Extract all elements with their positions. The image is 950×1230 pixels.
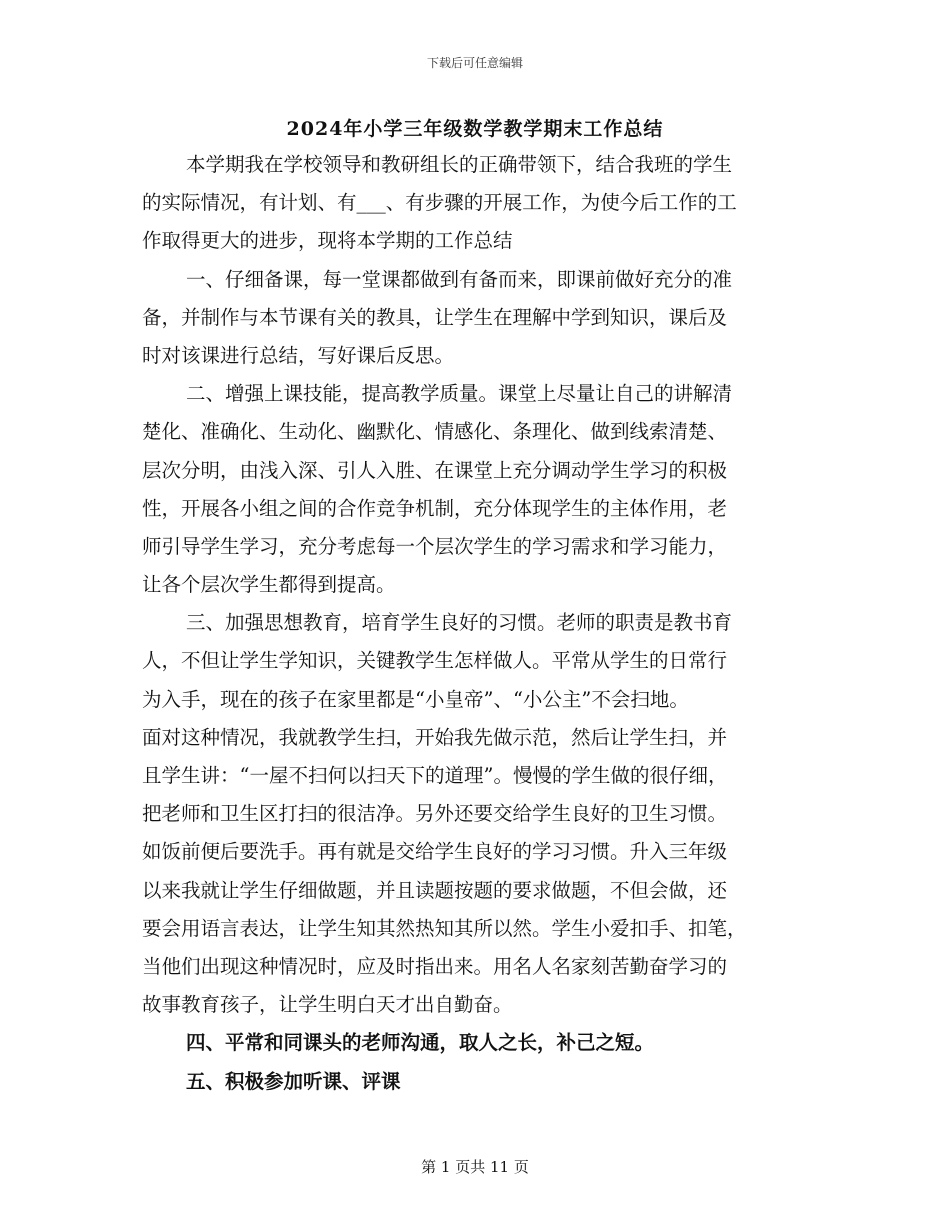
paragraph-line: 人，不但让学生学知识，关键教学生怎样做人。平常从学生的日常行 xyxy=(142,649,728,673)
paragraph-line: 当他们出现这种情况时，应及时指出来。用名人名家刻苦勤奋学习的 xyxy=(142,954,728,978)
paragraph-line: 作取得更大的进步，现将本学期的工作总结 xyxy=(142,229,513,253)
document-body xyxy=(142,146,802,1101)
paragraph-line: 本学期我在学校领导和教研组长的正确带领下，结合我班的学生 xyxy=(186,153,733,176)
paragraph-line: 师引导学生学习，充分考虑每一个层次学生的学习需求和学习能力， xyxy=(142,534,728,558)
paragraph-line: 以来我就让学生仔细做题，并且读题按题的要求做题，不但会做，还 xyxy=(142,878,728,902)
paragraph-line: 故事教育孩子，让学生明白天才出自勤奋。 xyxy=(142,993,513,1017)
section-heading: 五、积极参加听课、评课 xyxy=(186,1069,401,1093)
section-heading: 四、平常和同课头的老师沟通，取人之长，补己之短。 xyxy=(186,1031,655,1055)
paragraph-line: 要会用语言表达，让学生知其然热知其所以然。学生小爱扣手、扣笔， xyxy=(142,916,747,940)
paragraph-line: 一、仔细备课，每一堂课都做到有备而来，即课前做好充分的准 xyxy=(186,267,733,291)
paragraph-line: 且学生讲：“一屋不扫何以扫天下的道理”。慢慢的学生做的很仔细， xyxy=(142,764,728,787)
paragraph-line: 二、增强上课技能，提高教学质量。课堂上尽量让自己的讲解清 xyxy=(186,382,733,406)
paragraph-line: 层次分明，由浅入深、引人入胜、在课堂上充分调动学生学习的积极 xyxy=(142,458,728,482)
paragraph-line: 如饭前便后要洗手。再有就是交给学生良好的学习习惯。升入三年级 xyxy=(142,840,728,864)
page-footer: 第 1 页共 11 页 xyxy=(421,1158,529,1176)
paragraph-line: 的实际情况，有计划、有___、有步骤的开展工作，为使今后工作的工 xyxy=(142,191,737,215)
paragraph-line: 楚化、准确化、生动化、幽默化、情感化、条理化、做到线索清楚、 xyxy=(142,420,728,444)
page-header: 下载后可任意编辑 xyxy=(426,56,523,70)
paragraph-line: 三、加强思想教育，培育学生良好的习惯。老师的职责是教书育 xyxy=(186,611,733,635)
paragraph-line: 为入手，现在的孩子在家里都是“小皇帝”、“小公主”不会扫地。 xyxy=(142,687,689,711)
paragraph-line: 把老师和卫生区打扫的很洁净。另外还要交给学生良好的卫生习惯。 xyxy=(142,802,728,826)
paragraph-line: 让各个层次学生都得到提高。 xyxy=(142,573,396,597)
paragraph-line: 性，开展各小组之间的合作竞争机制，充分体现学生的主体作用，老 xyxy=(142,496,728,520)
document-title: 2024年小学三年级数学教学期末工作总结 xyxy=(286,118,664,140)
paragraph-line: 备，并制作与本节课有关的教具，让学生在理解中学到知识，课后及 xyxy=(142,305,728,329)
paragraph-line: 时对该课进行总结，写好课后反思。 xyxy=(142,343,455,367)
paragraph-line: 面对这种情况，我就教学生扫，开始我先做示范，然后让学生扫，并 xyxy=(142,725,728,749)
